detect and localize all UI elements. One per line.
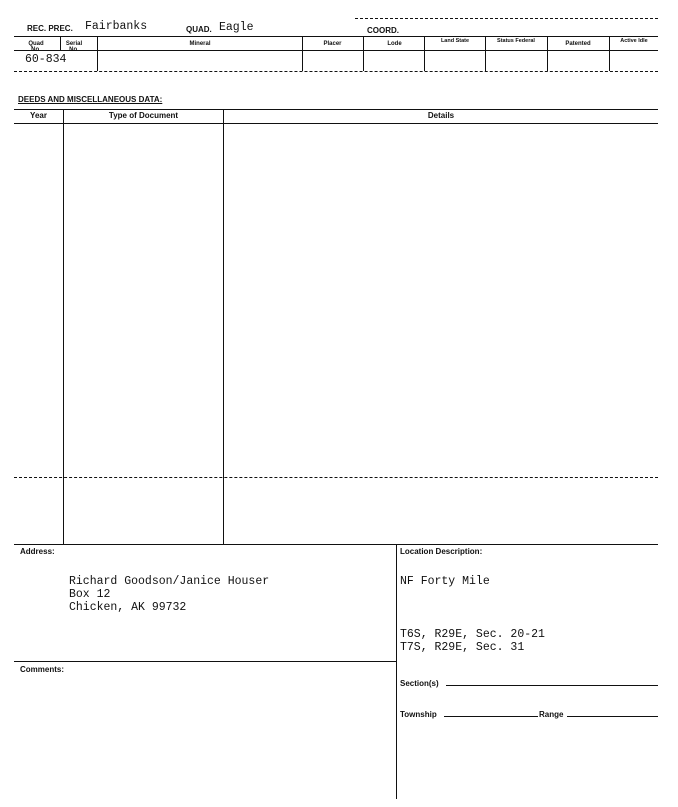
location-label: Location Description: <box>400 547 483 556</box>
record-divider <box>609 36 610 71</box>
rec-prec-label: REC. PREC. <box>27 24 73 33</box>
range-label: Range <box>539 710 564 719</box>
section-blank-line <box>446 685 658 686</box>
township-label: Township <box>400 710 437 719</box>
deeds-bottom-rule <box>14 544 658 545</box>
record-divider <box>547 36 548 71</box>
address-label: Address: <box>20 547 55 556</box>
col-land-state: Land State <box>440 38 470 44</box>
deeds-divider-type <box>223 109 224 545</box>
deeds-mid-dashed-rule <box>14 477 658 478</box>
col-active-idle: Active Idle <box>620 38 648 44</box>
address-line-2: Box 12 <box>69 588 111 601</box>
record-divider <box>302 36 303 71</box>
col-status-federal: Status Federal <box>497 38 535 44</box>
col-placer: Placer <box>323 41 342 47</box>
range-blank-line <box>567 716 658 717</box>
record-bottom-rule <box>14 71 658 72</box>
record-divider <box>424 36 425 71</box>
bottom-panel-divider <box>396 544 397 799</box>
col-mineral: Mineral <box>189 41 211 47</box>
record-divider <box>485 36 486 71</box>
deeds-section-title: DEEDS AND MISCELLANEOUS DATA: <box>18 95 163 104</box>
address-bottom-rule <box>14 661 396 662</box>
township-blank-line <box>444 716 538 717</box>
quad-value: Eagle <box>219 21 254 34</box>
location-line-1: T6S, R29E, Sec. 20-21 <box>400 628 545 641</box>
quad-no-value: 60-834 <box>25 53 67 66</box>
location-line-2: T7S, R29E, Sec. 31 <box>400 641 525 654</box>
deeds-col-details: Details <box>427 111 455 120</box>
col-serial-no: Serial No. <box>65 41 83 53</box>
address-line-3: Chicken, AK 99732 <box>69 601 187 614</box>
deeds-header-rule <box>14 123 658 124</box>
comments-label: Comments: <box>20 665 65 674</box>
col-lode: Lode <box>387 41 402 47</box>
address-line-1: Richard Goodson/Janice Houser <box>69 575 270 588</box>
record-divider <box>60 36 61 50</box>
record-divider <box>363 36 364 71</box>
record-divider <box>97 36 98 71</box>
header-bottom-rule <box>14 36 658 37</box>
record-header-rule <box>14 50 658 51</box>
col-quad-no: Quad No. <box>28 41 44 53</box>
header-top-rule <box>355 18 658 19</box>
deeds-top-rule <box>14 109 658 110</box>
deeds-col-type: Type of Document <box>108 111 179 120</box>
rec-prec-value: Fairbanks <box>85 20 148 33</box>
deeds-col-year: Year <box>30 111 47 120</box>
location-description: NF Forty Mile <box>400 575 490 588</box>
coord-label: COORD. <box>367 26 399 35</box>
section-label: Section(s) <box>400 679 439 688</box>
col-patented: Patented <box>565 41 591 47</box>
deeds-divider-year <box>63 109 64 545</box>
quad-label: QUAD. <box>186 25 212 34</box>
